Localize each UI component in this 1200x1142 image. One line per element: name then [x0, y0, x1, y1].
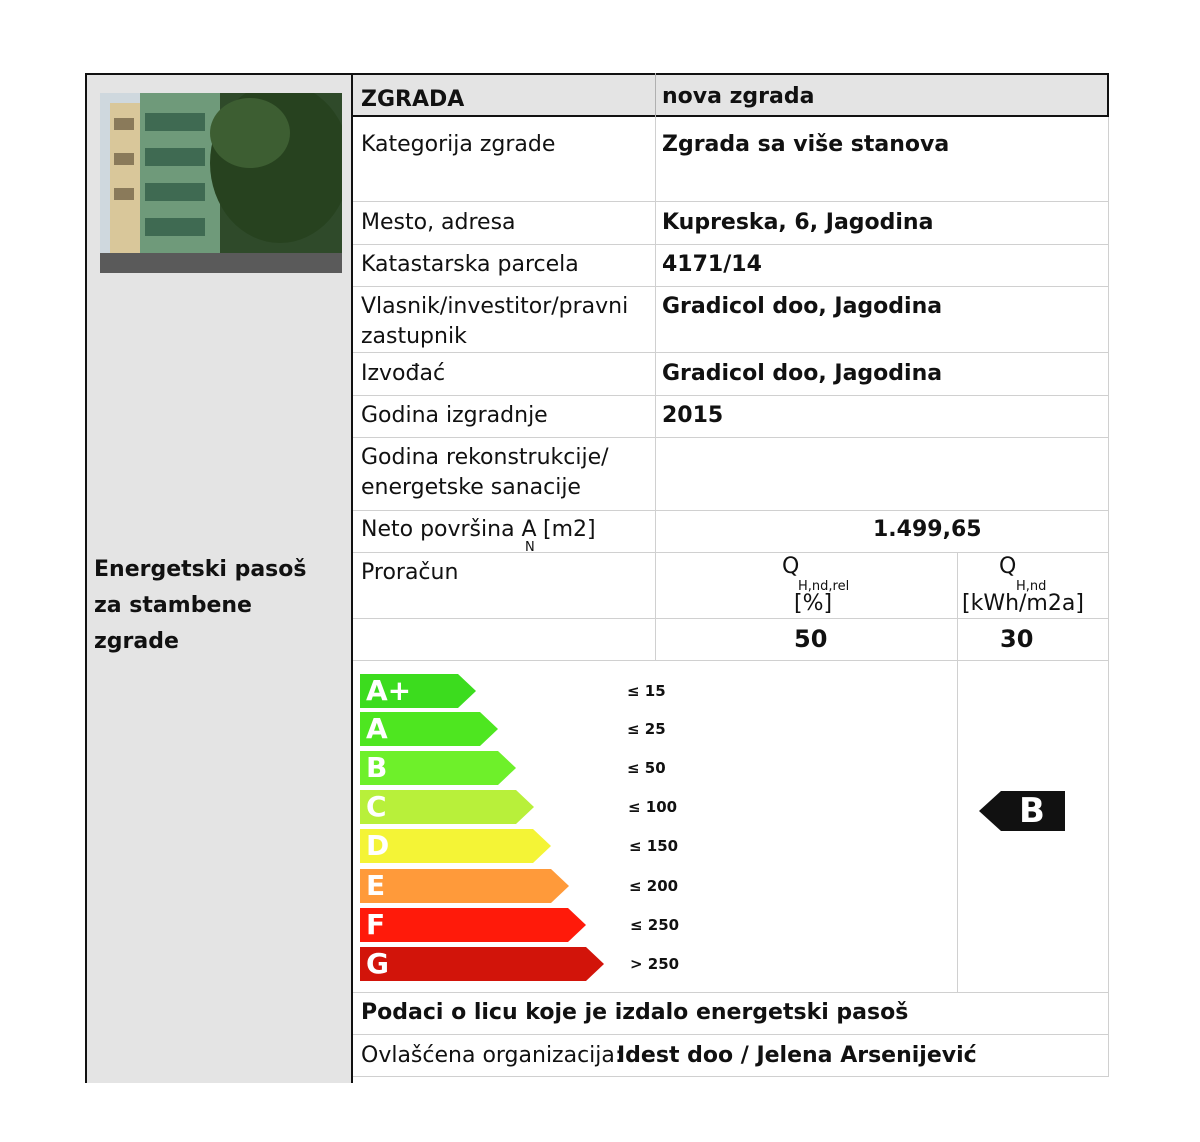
q-abs-unit: [kWh/m2a] — [962, 591, 1084, 616]
organization-label: Ovlašćena organizacija: — [361, 1043, 623, 1068]
energy-class-band — [360, 674, 476, 708]
energy-class-band — [360, 908, 586, 942]
parcel-label: Katastarska parcela — [361, 252, 579, 277]
energy-class-letter: E — [366, 869, 386, 902]
energy-class-band — [360, 712, 498, 746]
issuer-title: Podaci o licu koje je izdalo energetski pasoš — [361, 1000, 909, 1025]
energy-class-band — [360, 829, 551, 863]
header-label: ZGRADA — [361, 87, 465, 112]
energy-class-threshold: ≤ 50 — [627, 759, 666, 777]
energy-class-letter: A — [366, 712, 388, 745]
parcel-value: 4171/14 — [662, 252, 762, 277]
q-abs-symbol: Q — [999, 554, 1017, 579]
owner-value: Gradicol doo, Jagodina — [662, 294, 943, 319]
building-photo — [100, 93, 342, 273]
energy-class-band — [360, 790, 534, 824]
energy-class-band — [360, 751, 516, 785]
energy-class-letter: C — [366, 790, 387, 823]
energy-rating-letter: B — [1019, 791, 1045, 831]
q-abs-subscript: H,nd — [1016, 579, 1047, 594]
q-rel-subscript: H,nd,rel — [798, 579, 850, 594]
energy-class-threshold: ≤ 200 — [629, 877, 679, 895]
passport-title-line2: za stambene — [94, 593, 252, 618]
energy-class-threshold: ≤ 15 — [627, 682, 666, 700]
calc-label: Proračun — [361, 560, 459, 585]
energy-class-band — [360, 869, 569, 903]
reconstruction-label-line2: energetske sanacije — [361, 475, 581, 500]
area-label: Neto površina A — [361, 517, 537, 542]
energy-class-letter: A+ — [366, 674, 412, 707]
build-year-value: 2015 — [662, 403, 724, 428]
header-value: nova zgrada — [662, 84, 815, 109]
area-unit: [m2] — [543, 517, 596, 542]
contractor-label: Izvođać — [361, 361, 446, 386]
passport-title-line3: zgrade — [94, 629, 179, 654]
energy-class-letter: G — [366, 947, 389, 980]
passport-title-line1: Energetski pasoš — [94, 557, 307, 582]
energy-class-letter: F — [366, 908, 386, 941]
build-year-label: Godina izgradnje — [361, 403, 548, 428]
address-value: Kupreska, 6, Jagodina — [662, 210, 934, 235]
q-rel-symbol: Q — [782, 554, 800, 579]
reconstruction-label-line1: Godina rekonstrukcije/ — [361, 445, 609, 470]
energy-rating-arrow — [979, 791, 1065, 831]
contractor-value: Gradicol doo, Jagodina — [662, 361, 943, 386]
energy-class-threshold: > 250 — [630, 955, 680, 973]
organization-value: Idest doo / Jelena Arsenijević — [617, 1043, 977, 1068]
category-value: Zgrada sa više stanova — [662, 132, 950, 157]
energy-class-threshold: ≤ 150 — [629, 837, 679, 855]
energy-class-letter: B — [366, 751, 388, 784]
category-label: Kategorija zgrade — [361, 132, 556, 157]
q-rel-unit: [%] — [794, 591, 833, 616]
q-rel-value: 50 — [794, 625, 828, 653]
owner-label-line2: zastupnik — [361, 324, 467, 349]
owner-label-line1: Vlasnik/investitor/pravni — [361, 294, 629, 319]
energy-class-threshold: ≤ 25 — [627, 720, 666, 738]
energy-class-threshold: ≤ 250 — [630, 916, 680, 934]
area-value: 1.499,65 — [873, 517, 982, 542]
energy-class-band — [360, 947, 604, 981]
energy-class-letter: D — [366, 829, 390, 862]
q-abs-value: 30 — [1000, 625, 1034, 653]
energy-class-threshold: ≤ 100 — [628, 798, 678, 816]
address-label: Mesto, adresa — [361, 210, 516, 235]
area-subscript: N — [525, 540, 535, 555]
